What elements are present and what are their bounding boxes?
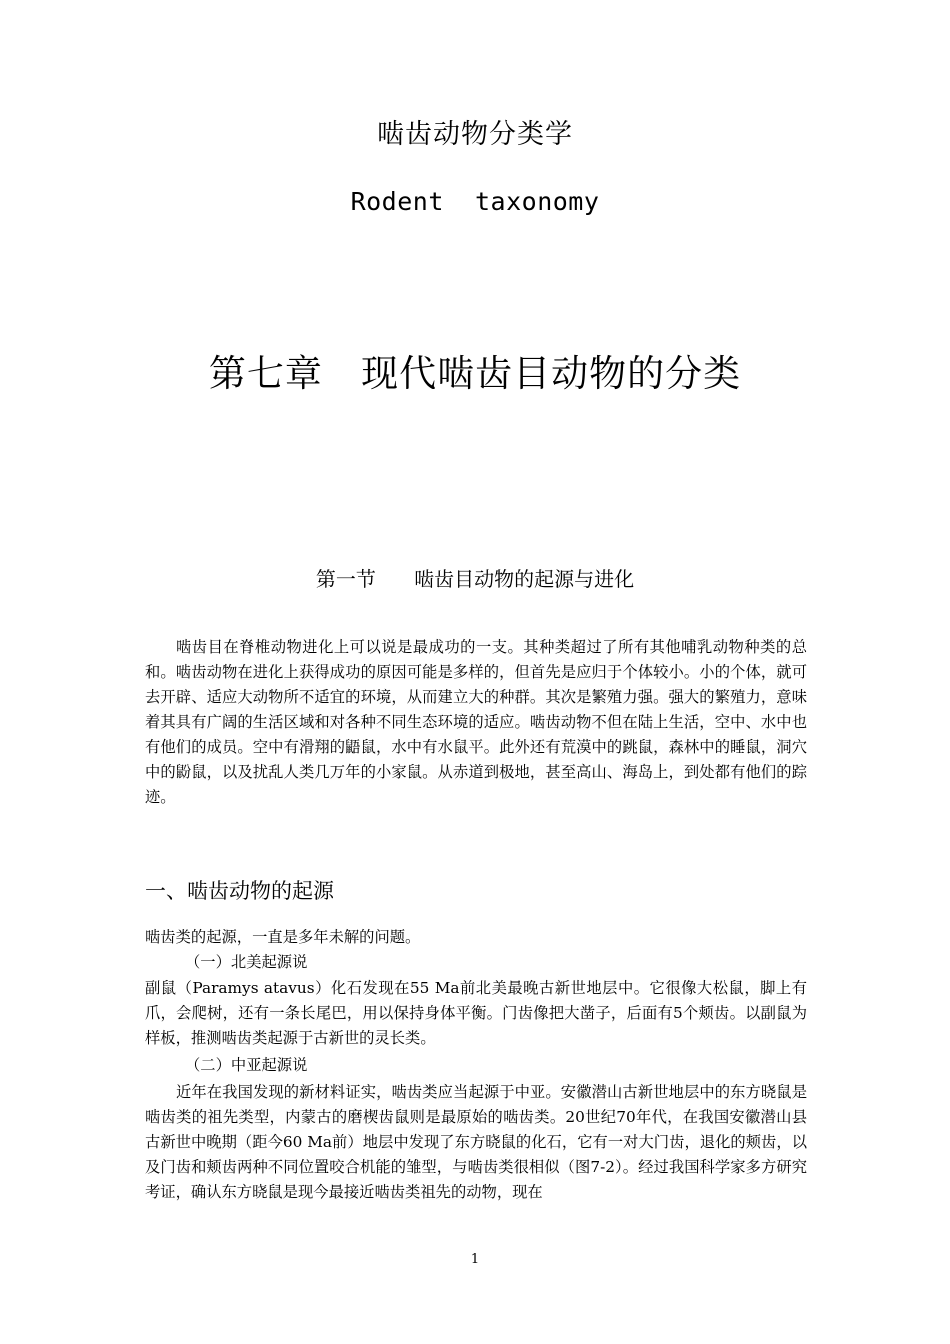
- section-title: 第一节 啮齿目动物的起源与进化: [315, 567, 635, 591]
- intro-paragraph: 啮齿目在脊椎动物进化上可以说是最成功的一支。其种类超过了所有其他哺乳动物种类的总和。啮齿动物在进化上获得成功的原因可能是多样的，但首先是应归于个体较小。小的个体，就可去开辟、适应大动物所不适宜的环境，从而建立大的种群。其次是繁殖力强。强大的繁殖力，意味着其具有广阔的生活区域和对各种不同生态环境的适应。啮齿动物不但在陆上生活，空中、水中也有他们的成员。空中有滑翔的鼯鼠，水中有水鼠平。此外还有荒漠中的跳鼠，森林中的睡鼠，洞穴中的鼢鼠，以及扰乱人类几万年的小家鼠。从赤道到极地，甚至高山、海岛上，到处都有他们的踪迹。: [145, 638, 807, 806]
- book-title: 啮齿动物分类学: [377, 119, 573, 150]
- chapter-title: 第七章 现代啮齿目动物的分类: [208, 352, 742, 395]
- north-america-heading: （一）北美起源说: [185, 953, 308, 971]
- book-subtitle: Rodent taxonomy: [350, 187, 600, 216]
- central-asia-paragraph: 近年在我国发现的新材料证实，啮齿类应当起源于中亚。安徽潜山古新世地层中的东方晓鼠是啮齿类的祖先类型，内蒙古的磨楔齿鼠则是最原始的啮齿类。20世纪70年代，在我国安徽潜山县古新世中晚期（距今60 Ma前）地层中发现了东方晓鼠的化石，它有一对大门齿，退化的颊齿，以及门齿和颊齿两种不同位置咬合机能的雏型，与啮齿类很相似（图7-2）。经过我国科学家多方研究考证，确认东方晓鼠是现今最接近啮齿类祖先的动物，现在: [145, 1083, 807, 1201]
- page-number: 1: [470, 1252, 480, 1267]
- central-asia-heading: （二）中亚起源说: [185, 1056, 308, 1074]
- north-america-paragraph: 副鼠（Paramys atavus）化石发现在55 Ma前北美最晚古新世地层中。它很像大松鼠，脚上有爪，会爬树，还有一条长尾巴，用以保持身体平衡。门齿像把大凿子，后面有5个颊齿。以副鼠为样板，推测啮齿类起源于古新世的灵长类。: [145, 979, 807, 1047]
- subsection-heading: 一、啮齿动物的起源: [145, 879, 334, 903]
- opening-line: 啮齿类的起源，一直是多年未解的问题。: [145, 928, 421, 946]
